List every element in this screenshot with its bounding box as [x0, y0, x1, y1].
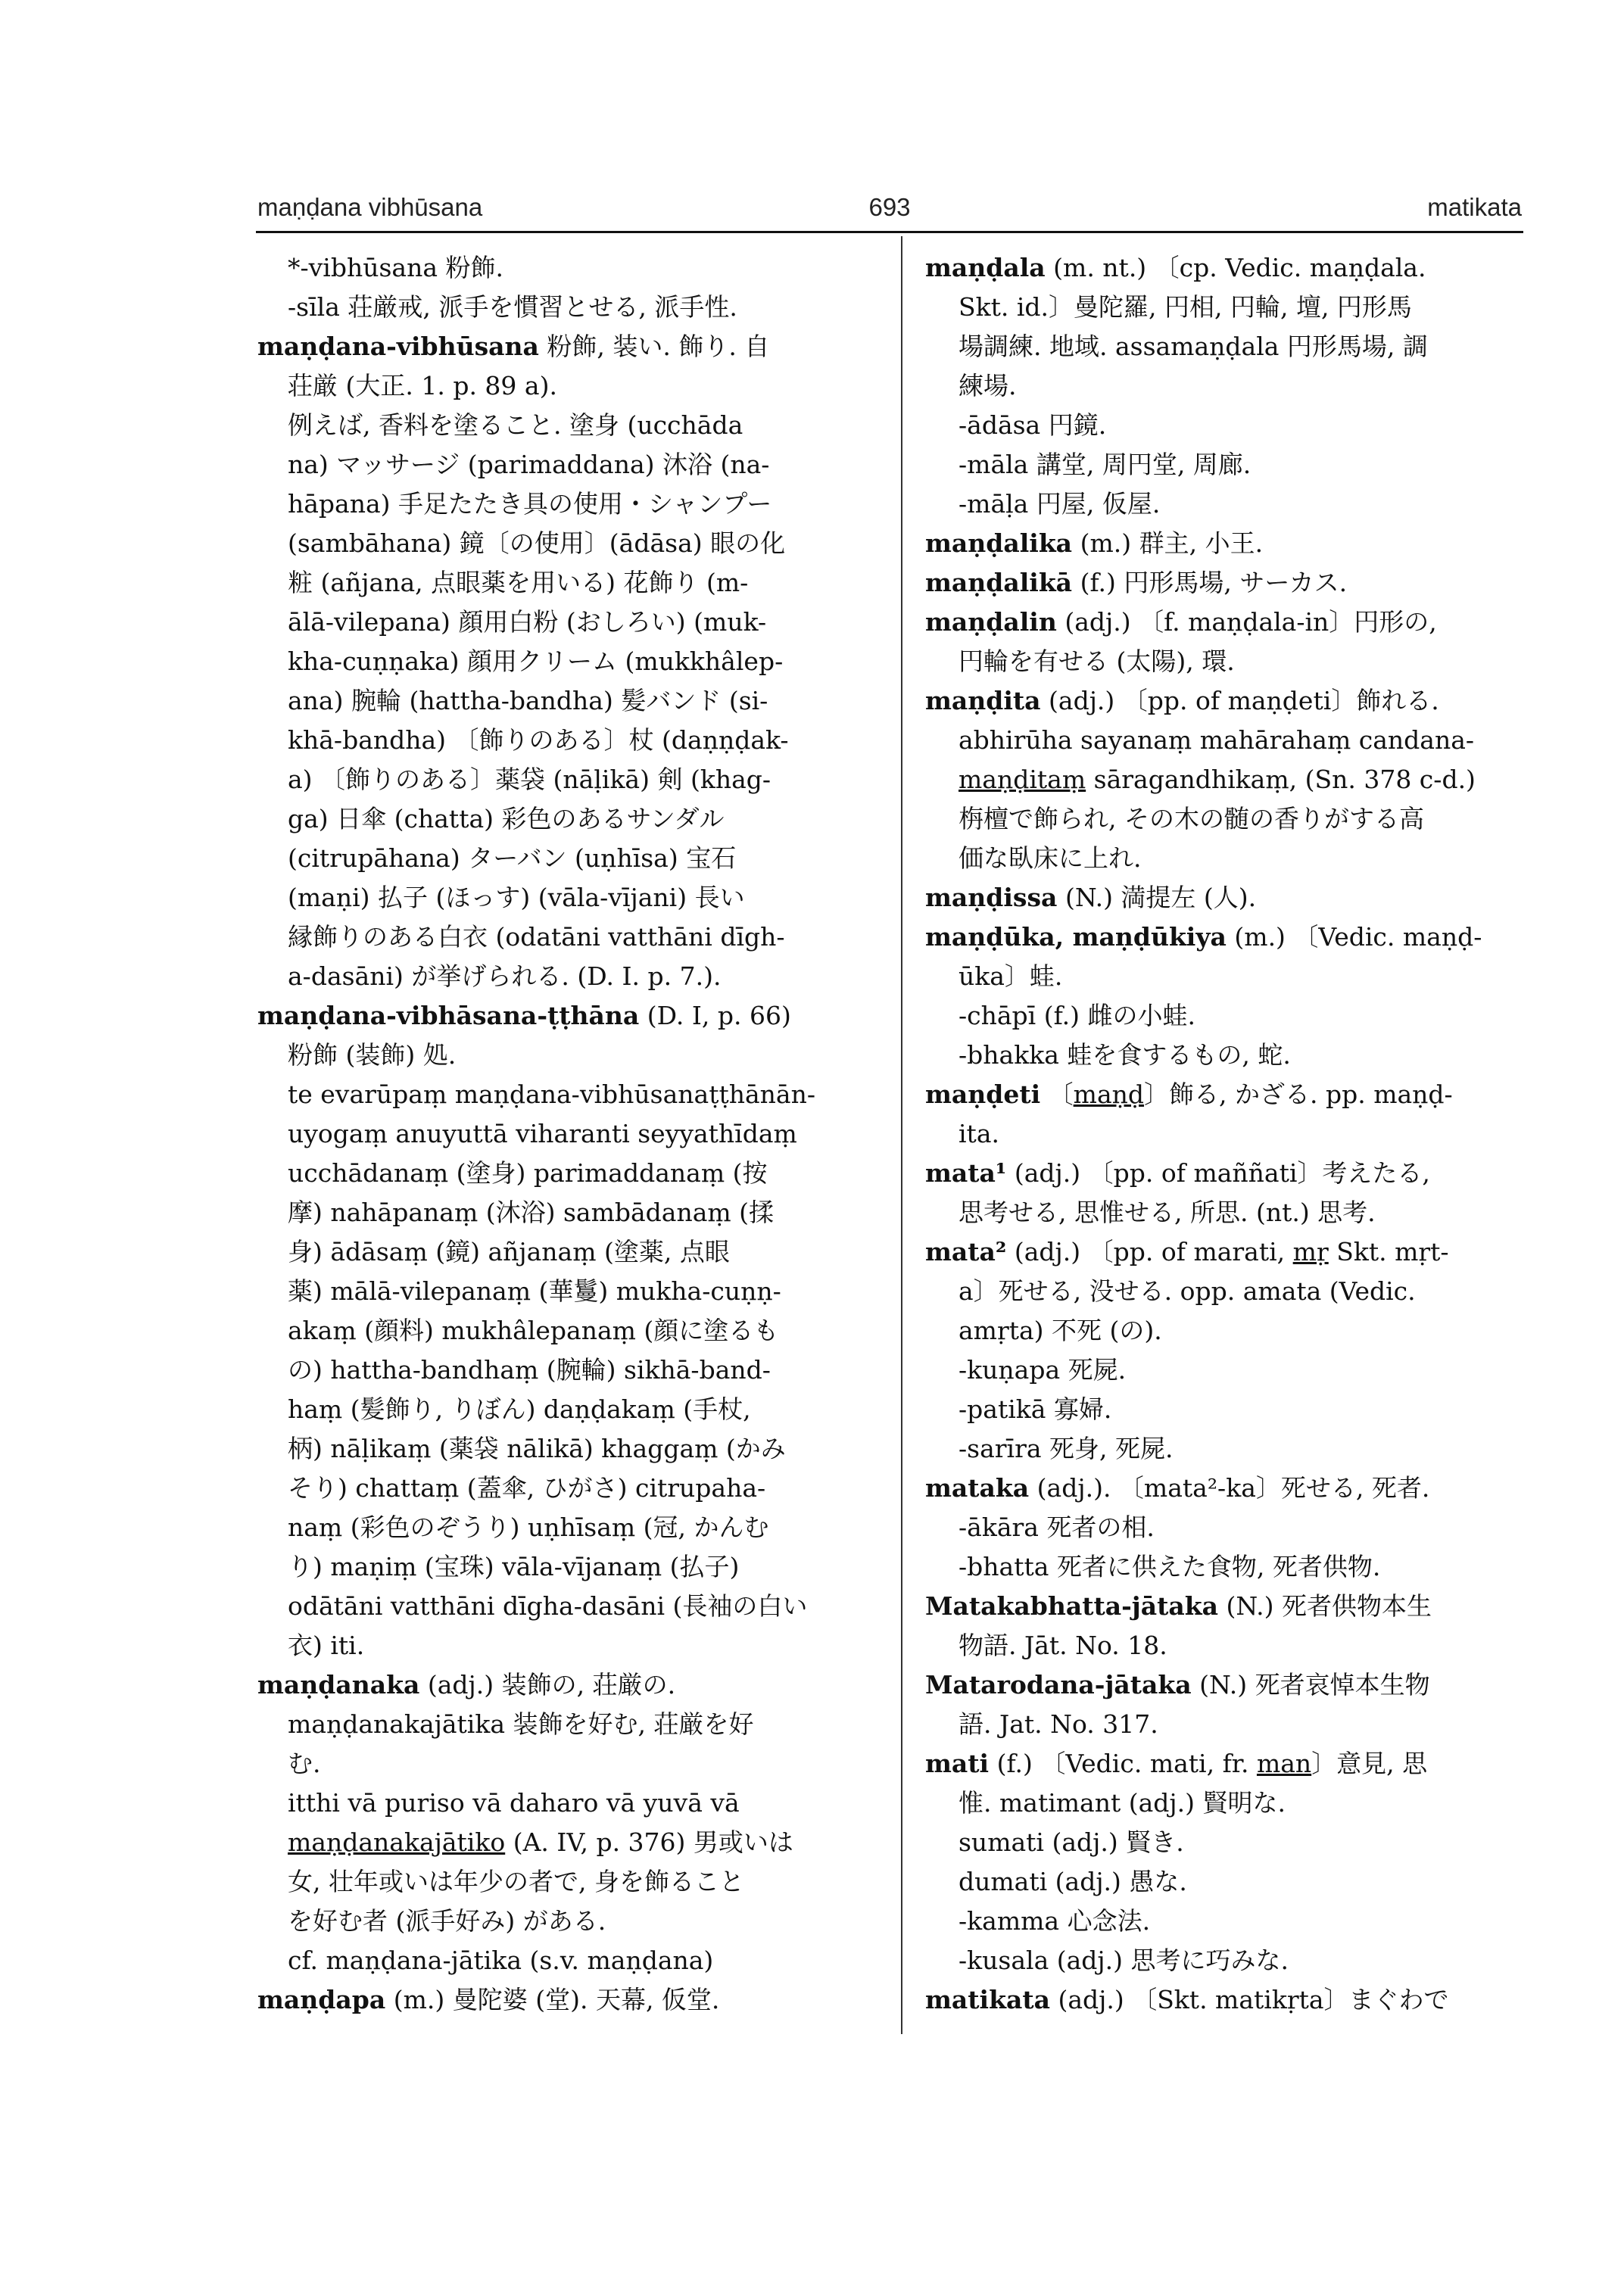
- headword: matikata: [925, 1985, 1050, 2014]
- entry-text: naṃ (彩色のぞうり) uṇhīsaṃ (冠, かんむ: [288, 1513, 769, 1542]
- entry-body-line: [257, 1351, 880, 1390]
- entry-body-line: [925, 957, 1523, 996]
- entry-text: 栴檀で飾られ, その木の髄の香りがする高: [959, 804, 1424, 833]
- entry-body-line: [257, 288, 880, 327]
- entry-headword-line: [925, 1469, 1523, 1508]
- entry-body-line: [257, 1547, 880, 1587]
- entry-text: ucchādanaṃ (塗身) parimaddanaṃ (按: [288, 1158, 768, 1188]
- entry-body-line: [925, 288, 1523, 327]
- entry-text: の) hattha-bandhaṃ (腕輪) sikhā-band-: [288, 1355, 771, 1385]
- entry-text: ita.: [959, 1119, 999, 1148]
- headword: maṇḍalika: [925, 528, 1073, 558]
- entry-text: 粉飾, 装い. 飾り. 自: [538, 332, 770, 361]
- entry-text: (D. I, p. 66): [639, 1001, 791, 1030]
- entry-body-line: [257, 642, 880, 681]
- entry-body-line: [257, 1429, 880, 1469]
- entry-body-line: [925, 366, 1523, 406]
- headword: Matarodana-jātaka: [925, 1670, 1192, 1699]
- entry-text: 円輪を有せる (太陽), 環.: [959, 646, 1235, 676]
- entry-body-line: [257, 839, 880, 878]
- entry-text: 〕飾る, かざる. pp. maṇḍ-: [1144, 1080, 1453, 1109]
- entry-text: 価な臥床に上れ.: [959, 843, 1142, 873]
- entry-body-line: [257, 1784, 880, 1823]
- entry-text: (m.) 曼陀婆 (堂). 天幕, 仮堂.: [385, 1985, 720, 2014]
- entry-body-line: [925, 1784, 1523, 1823]
- headword: maṇḍana-vibhāsana-ṭṭhāna: [257, 1001, 640, 1030]
- entry-text: 〔: [1040, 1080, 1074, 1109]
- entry-text: 思考せる, 思惟せる, 所思. (nt.) 思考.: [959, 1198, 1376, 1227]
- entry-body-line: [257, 524, 880, 563]
- entry-text: (m.) 群主, 小王.: [1072, 528, 1264, 558]
- entry-text: 〕意見, 思: [1311, 1749, 1428, 1778]
- entry-text: ga) 日傘 (chatta) 彩色のあるサンダル: [288, 804, 725, 833]
- entry-body-line: [925, 839, 1523, 878]
- entry-body-line: [925, 721, 1523, 760]
- entry-headword-line: [925, 918, 1523, 957]
- entry-headword-line: [925, 1075, 1523, 1114]
- headword: mata¹: [925, 1158, 1007, 1188]
- entry-text: 荘厳 (大正. 1. p. 89 a).: [288, 371, 557, 400]
- header-left-guideword: maṇḍana vibhūsana: [257, 193, 483, 221]
- headword: maṇḍala: [925, 253, 1046, 282]
- entry-headword-line: [925, 681, 1523, 721]
- page-number: 693: [868, 193, 911, 221]
- entry-text: り) maṇiṃ (宝珠) vāla-vījanaṃ (払子): [288, 1552, 740, 1581]
- entry-text: odātāni vatthāni dīgha-dasāni (長袖の白い: [288, 1591, 808, 1621]
- entry-text: 摩) nahāpanaṃ (沐浴) sambādanaṃ (揉: [288, 1198, 775, 1227]
- entry-text: (m.) 〔Vedic. maṇḍ-: [1226, 922, 1482, 952]
- entry-text: (N.) 死者哀悼本生物: [1191, 1670, 1430, 1699]
- entry-body-line: [257, 918, 880, 957]
- entry-text: ana) 腕輪 (hattha-bandha) 髪バンド (si-: [288, 686, 768, 715]
- entry-text: 場調練. 地域. assamaṇḍala 円形馬場, 調: [959, 332, 1428, 361]
- underlined-text: maṇḍ: [1073, 1080, 1145, 1109]
- entry-text: (adj.) 〔Skt. matikṛta〕まぐわで: [1049, 1985, 1449, 2014]
- entry-text: (A. IV, p. 376) 男或いは: [505, 1827, 793, 1857]
- entry-text: khā-bandha) 〔飾りのある〕杖 (daṇṇḍak-: [288, 725, 789, 755]
- entry-body-line: [257, 1311, 880, 1351]
- entry-text: Skt. id.〕曼陀羅, 円相, 円輪, 壇, 円形馬: [959, 292, 1412, 322]
- entry-text: te evarūpaṃ maṇḍana-vibhūsanaṭṭhānān-: [288, 1080, 815, 1109]
- entry-text: (citrupāhana) ターバン (uṇhīsa) 宝石: [288, 843, 737, 873]
- entry-body-line: [257, 760, 880, 799]
- headword: mati: [925, 1749, 990, 1778]
- entry-text: (m. nt.) 〔cp. Vedic. maṇḍala.: [1045, 253, 1426, 282]
- entry-body-line: [925, 1626, 1523, 1665]
- entry-headword-line: [925, 1587, 1523, 1626]
- entry-body-line: [925, 1429, 1523, 1469]
- entry-text: -māla 講堂, 周円堂, 周廊.: [959, 450, 1252, 479]
- entry-body-line: [257, 1390, 880, 1429]
- entry-text: maṇḍanakajātika 装飾を好む, 荘厳を好: [288, 1709, 754, 1739]
- entry-headword-line: [257, 1980, 880, 2020]
- entry-text: を好む者 (派手好み) がある.: [288, 1906, 606, 1936]
- entry-body-line: [925, 1193, 1523, 1232]
- entry-body-line: [257, 406, 880, 445]
- entry-text: 物語. Jāt. No. 18.: [959, 1631, 1167, 1660]
- entry-body-line: [925, 1311, 1523, 1351]
- entry-body-line: [925, 1547, 1523, 1587]
- entry-body-line: [925, 1508, 1523, 1547]
- entry-text: 例えば, 香料を塗ること. 塗身 (ucchāda: [288, 410, 743, 440]
- entry-body-line: [257, 603, 880, 642]
- entry-text: itthi vā puriso vā daharo vā yuvā vā: [288, 1788, 740, 1818]
- entry-body-line: [257, 1823, 880, 1862]
- entry-text: -māḷa 円屋, 仮屋.: [959, 489, 1161, 519]
- entry-headword-line: [925, 1980, 1523, 2020]
- entry-text: 衣) iti.: [288, 1631, 365, 1660]
- entry-body-line: [925, 406, 1523, 445]
- entry-body-line: [257, 1036, 880, 1075]
- entry-text: 縁飾りのある白衣 (odatāni vatthāni dīgh-: [288, 922, 785, 952]
- entry-text: む.: [288, 1749, 321, 1778]
- entry-text: -sarīra 死身, 死屍.: [959, 1434, 1174, 1463]
- entry-body-line: [925, 996, 1523, 1036]
- entry-text: cf. maṇḍana-jātika (s.v. maṇḍana): [288, 1946, 714, 1975]
- entry-body-line: [257, 1114, 880, 1154]
- entry-body-line: [257, 1272, 880, 1311]
- entry-text: (adj.). 〔mata²-ka〕死せる, 死者.: [1029, 1473, 1430, 1503]
- headword: Matakabhatta-jātaka: [925, 1591, 1218, 1621]
- entry-body-line: [257, 1941, 880, 1980]
- entry-text: 粧 (añjana, 点眼薬を用いる) 花飾り (m-: [288, 568, 749, 597]
- entry-text: sāragandhikaṃ, (Sn. 378 c-d.): [1086, 765, 1476, 794]
- entry-text: na) マッサージ (parimaddana) 沐浴 (na-: [288, 450, 770, 479]
- headword: mataka: [925, 1473, 1030, 1503]
- entry-text: akaṃ (顔料) mukhâlepanaṃ (顔に塗るも: [288, 1316, 779, 1345]
- entry-text: (f.) 〔Vedic. mati, fr.: [989, 1749, 1257, 1778]
- entry-body-line: [925, 1941, 1523, 1980]
- headword: maṇḍūka, maṇḍūkiya: [925, 922, 1227, 952]
- entry-text: (adj.) 〔pp. of maññati〕考えたる,: [1006, 1158, 1430, 1188]
- entry-text: -patikā 寡婦.: [959, 1394, 1112, 1424]
- header-rule: [256, 231, 1523, 233]
- entry-body-line: [257, 1626, 880, 1665]
- entry-body-line: [925, 760, 1523, 799]
- entry-text: 語. Jat. No. 317.: [959, 1709, 1158, 1739]
- entry-text: 練場.: [959, 371, 1017, 400]
- entry-text: Skt. mṛt-: [1328, 1237, 1449, 1266]
- entry-text: ūka〕蛙.: [959, 961, 1063, 991]
- entry-text: (adj.) 装飾の, 荘厳の.: [419, 1670, 676, 1699]
- underlined-text: man: [1256, 1749, 1312, 1778]
- entry-text: -bhatta 死者に供えた食物, 死者供物.: [959, 1552, 1381, 1581]
- entry-text: sumati (adj.) 賢き.: [959, 1827, 1184, 1857]
- headword: maṇḍissa: [925, 883, 1058, 912]
- entry-headword-line: [257, 996, 880, 1036]
- entry-body-line: [925, 799, 1523, 839]
- headword: maṇḍita: [925, 686, 1041, 715]
- entry-text: *-vibhūsana 粉飾.: [288, 253, 503, 282]
- entry-body-line: [257, 484, 880, 524]
- entry-body-line: [257, 681, 880, 721]
- entry-body-line: [925, 1390, 1523, 1429]
- headword: maṇḍalikā: [925, 568, 1073, 597]
- entry-text: 薬) mālā-vilepanaṃ (華鬘) mukha-cuṇṇ-: [288, 1276, 781, 1306]
- entry-headword-line: [925, 1232, 1523, 1272]
- entry-text: kha-cuṇṇaka) 顔用クリーム (mukkhâlep-: [288, 646, 784, 676]
- entry-text: -bhakka 蛙を食するもの, 蛇.: [959, 1040, 1291, 1070]
- entry-body-line: [257, 1154, 880, 1193]
- entry-text: haṃ (髪飾り, りぼん) daṇḍakaṃ (手杖,: [288, 1394, 751, 1424]
- page-header: [257, 193, 1522, 231]
- entry-text: (N.) 死者供物本生: [1218, 1591, 1432, 1621]
- entry-body-line: [925, 1351, 1523, 1390]
- right-column: [925, 248, 1523, 2020]
- entry-body-line: [925, 642, 1523, 681]
- entry-body-line: [257, 1902, 880, 1941]
- entry-text: (maṇi) 払子 (ほっす) (vāla-vījani) 長い: [288, 883, 745, 912]
- entry-body-line: [257, 248, 880, 288]
- entry-text: (adj.) 〔pp. of maṇḍeti〕飾れる.: [1040, 686, 1439, 715]
- headword: maṇḍapa: [257, 1985, 386, 2014]
- entry-body-line: [257, 563, 880, 603]
- entry-text: uyogaṃ anuyuttā viharanti seyyathīdaṃ: [288, 1119, 797, 1148]
- entry-text: 身) ādāsaṃ (鏡) añjanaṃ (塗薬, 点眼: [288, 1237, 730, 1266]
- entry-body-line: [257, 957, 880, 996]
- headword: maṇḍalin: [925, 607, 1057, 637]
- entry-body-line: [257, 1193, 880, 1232]
- entry-text: a〕死せる, 没せる. opp. amata (Vedic.: [959, 1276, 1416, 1306]
- underlined-text: maṇḍitaṃ: [959, 765, 1086, 794]
- entry-headword-line: [257, 327, 880, 366]
- entry-body-line: [925, 1036, 1523, 1075]
- entry-headword-line: [925, 603, 1523, 642]
- entry-text: -kamma 心念法.: [959, 1906, 1151, 1936]
- entry-body-line: [925, 1862, 1523, 1902]
- entry-headword-line: [925, 1665, 1523, 1705]
- column-divider: [901, 236, 902, 2034]
- entry-body-line: [257, 1587, 880, 1626]
- entry-text: -ādāsa 円鏡.: [959, 410, 1107, 440]
- entry-headword-line: [925, 524, 1523, 563]
- entry-body-line: [925, 1902, 1523, 1941]
- entry-text: a-dasāni) が挙げられる. (D. I. p. 7.).: [288, 961, 722, 991]
- entry-body-line: [257, 1862, 880, 1902]
- entry-body-line: [257, 1232, 880, 1272]
- entry-body-line: [257, 1508, 880, 1547]
- entry-text: 惟. matimant (adj.) 賢明な.: [959, 1788, 1286, 1818]
- entry-body-line: [925, 1823, 1523, 1862]
- entry-text: a) 〔飾りのある〕薬袋 (nāḷikā) 剣 (khag-: [288, 765, 771, 794]
- headword: maṇḍana-vibhūsana: [257, 332, 539, 361]
- entry-body-line: [925, 445, 1523, 484]
- entry-body-line: [257, 721, 880, 760]
- entry-body-line: [257, 799, 880, 839]
- entry-text: hāpana) 手足たたき具の使用・シャンプー: [288, 489, 772, 519]
- entry-text: 柄) nāḷikaṃ (薬袋 nālikā) khaggaṃ (かみ: [288, 1434, 786, 1463]
- entry-text: (f.) 円形馬場, サーカス.: [1072, 568, 1348, 597]
- headword: maṇḍanaka: [257, 1670, 420, 1699]
- headword: maṇḍeti: [925, 1080, 1041, 1109]
- entry-text: 粉飾 (装飾) 処.: [288, 1040, 457, 1070]
- entry-text: (sambāhana) 鏡〔の使用〕(ādāsa) 眼の化: [288, 528, 786, 558]
- entry-text: -chāpī (f.) 雌の小蛙.: [959, 1001, 1195, 1030]
- entry-body-line: [257, 445, 880, 484]
- entry-headword-line: [925, 878, 1523, 918]
- entry-body-line: [257, 366, 880, 406]
- entry-headword-line: [925, 1744, 1523, 1784]
- entry-headword-line: [925, 563, 1523, 603]
- entry-text: 女, 壮年或いは年少の者で, 身を飾ること: [288, 1867, 744, 1896]
- entry-body-line: [257, 1075, 880, 1114]
- underlined-text: maṇḍanakajātiko: [288, 1827, 506, 1857]
- entry-body-line: [257, 1744, 880, 1784]
- entry-headword-line: [925, 248, 1523, 288]
- entry-body-line: [925, 1114, 1523, 1154]
- left-column: [257, 248, 880, 2020]
- entry-body-line: [925, 1272, 1523, 1311]
- entry-body-line: [257, 1705, 880, 1744]
- entry-text: -kuṇapa 死屍.: [959, 1355, 1127, 1385]
- entry-text: -ākāra 死者の相.: [959, 1513, 1155, 1542]
- entry-text: dumati (adj.) 愚な.: [959, 1867, 1187, 1896]
- entry-text: (adj.) 〔pp. of marati,: [1006, 1237, 1293, 1266]
- headword: mata²: [925, 1237, 1007, 1266]
- underlined-text: mṛ: [1292, 1237, 1329, 1266]
- entry-text: -sīla 荘厳戒, 派手を慣習とせる, 派手性.: [288, 292, 737, 322]
- entry-text: (N.) 満提左 (人).: [1057, 883, 1257, 912]
- entry-text: そり) chattaṃ (蓋傘, ひがさ) citrupaha-: [288, 1473, 766, 1503]
- entry-text: ālā-vilepana) 顔用白粉 (おしろい) (muk-: [288, 607, 767, 637]
- entry-text: abhirūha sayanaṃ mahārahaṃ candana-: [959, 725, 1475, 755]
- entry-text: -kusala (adj.) 思考に巧みな.: [959, 1946, 1289, 1975]
- entry-text: amṛta) 不死 (の).: [959, 1316, 1162, 1345]
- entry-headword-line: [257, 1665, 880, 1705]
- entry-body-line: [257, 1469, 880, 1508]
- entry-body-line: [925, 1705, 1523, 1744]
- header-right-guideword: matikata: [1427, 193, 1522, 221]
- entry-body-line: [257, 878, 880, 918]
- entry-text: (adj.) 〔f. maṇḍala-in〕円形の,: [1056, 607, 1437, 637]
- entry-body-line: [925, 327, 1523, 366]
- entry-body-line: [925, 484, 1523, 524]
- entry-headword-line: [925, 1154, 1523, 1193]
